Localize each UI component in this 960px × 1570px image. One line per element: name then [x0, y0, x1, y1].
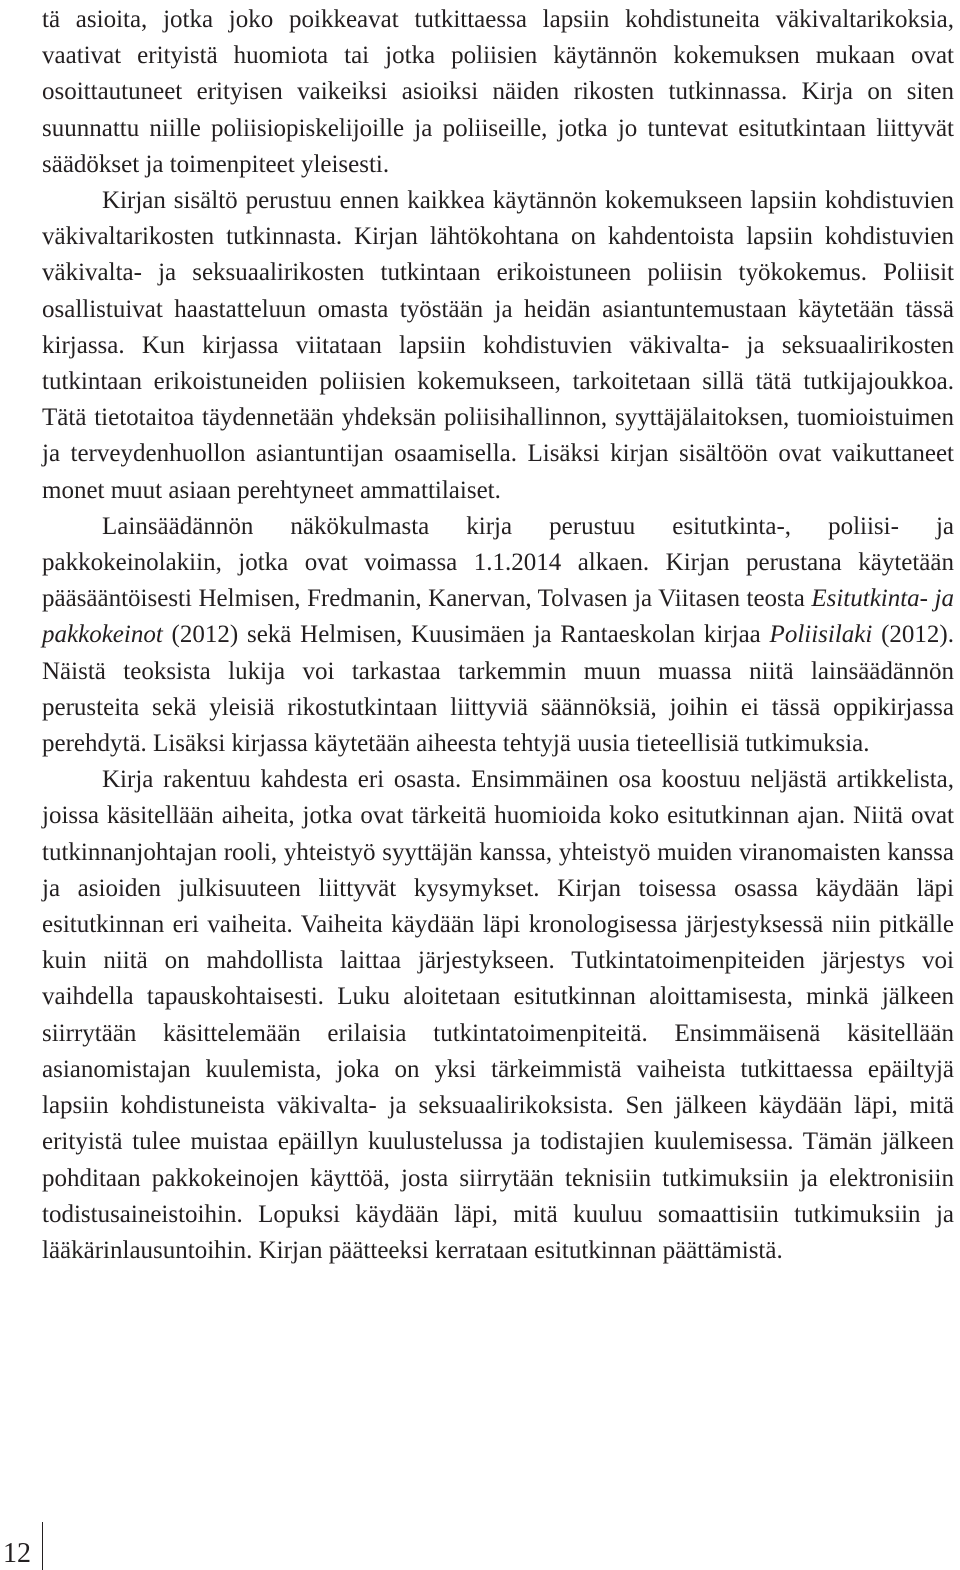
paragraph-3	[42, 509, 954, 762]
book-title-esitutkinta: Esitutkinta- ja pakkokeinot	[42, 585, 954, 649]
paragraph-3-text-b: (2012) sekä Helmisen, Kuusimäen ja Rantaeskolan kirjaa	[162, 621, 770, 649]
paragraph-2	[42, 183, 954, 509]
paragraph-3-text-c: (2012). Näistä teoksista lukija voi tarkastaa tarkemmin muun muassa niitä lainsäädännön perusteita sekä yleisiä rikostutkintaan liittyviä säännöksiä, joihin ei tässä oppikirjassa perehdytä. Lisäksi kirjassa käytetään aiheesta tehtyjä uusia tieteellisiä tutkimuksia.	[42, 621, 954, 758]
page-number: 12	[3, 1538, 31, 1569]
book-title-poliisilaki: Poliisilaki	[769, 621, 873, 649]
page-margin-rule	[42, 1522, 43, 1570]
paragraph-2-text: Kirjan sisältö perustuu ennen kaikkea käytännön kokemukseen lapsiin kohdistuvien väkivaltarikosten tutkinnasta. Kirjan lähtökohtana on kahdentoista lapsiin kohdistuvien väkivalta- ja seksuaalirikosten tutkintaan erikoistuneen poliisin työkokemus. Poliisit osallistuivat haastatteluun omasta työstään ja heidän asiantuntemustaan käytetään tässä kirjassa. Kun kirjassa viitataan lapsiin kohdistuvien väkivalta- ja seksuaalirikosten tutkintaan erikoistuneiden poliisien kokemukseen, tarkoitetaan sillä tätä tutkijajoukkoa. Tätä tietotaitoa täydennetään yhdeksän poliisihallinnon, syyttäjälaitoksen, tuomioistuimen ja terveydenhuollon asiantuntijan osaamisella. Lisäksi kirjan sisältöön ovat vaikuttaneet monet muut asiaan perehtyneet ammattilaiset.	[42, 187, 954, 504]
paragraph-3-text-a: Lainsäädännön näkökulmasta kirja perustuu esitutkinta-, poliisi- ja pakkokeinolakiin, jotka ovat voimassa 1.1.2014 alkaen. Kirjan perustana käytetään pääsääntöisesti Helmisen, Fredmanin, Kanervan, Tolvasen ja Viitasen teosta	[42, 512, 954, 613]
paragraph-4-text: Kirja rakentuu kahdesta eri osasta. Ensimmäinen osa koostuu neljästä artikkelista, joissa käsitellään aiheita, jotka ovat tärkeitä huomioida koko esitutkinnan ajan. Niitä ovat tutkinnanjohtajan rooli, yhteistyö syyttäjän kanssa, yhteistyö muiden viranomaisten kanssa ja asioiden julkisuuteen liittyvät kysymykset. Kirjan toisessa osassa käydään läpi esitutkinnan eri vaiheita. Vaiheita käydään läpi kronologisessa järjestyksessä niin pitkälle kuin niitä on mahdollista laittaa järjestykseen. Tutkintatoimenpiteiden järjestys voi vaihdella tapauskohtaisesti. Luku aloitetaan esitutkinnan aloittamisesta, minkä jälkeen siirrytään käsittelemään erilaisia tutkintatoimenpiteitä. Ensimmäisenä käsitellään asianomistajan kuulemista, joka on yksi tärkeimmistä vaiheista tutkittaessa epäiltyjä lapsiin kohdistuneista väkivalta- ja seksuaalirikoksista. Sen jälkeen käydään läpi, mitä erityistä tulee muistaa epäillyn kuulustelussa ja todistajien kuulemisessa. Tämän jälkeen pohditaan pakkokeinojen käyttöä, josta siirrytään teknisiin tutkimuksiin ja elektronisiin todistusaineistoihin. Lopuksi käydään läpi, mitä kuuluu somaattisiin tutkimuksiin ja lääkärinlausuntoihin. Kirjan päätteeksi kerrataan esitutkinnan päättämistä.	[42, 766, 954, 1264]
paragraph-1-text: tä asioita, jotka joko poikkeavat tutkittaessa lapsiin kohdistuneita väkivaltarikoksia, vaativat erityistä huomiota tai jotka poliisien käytännön kokemuksen mukaan ovat osoittautuneet erityisen vaikeiksi asioiksi näiden rikosten tutkinnassa. Kirja on siten suunnattu niille poliisiopiskelijoille ja poliiseille, jotka jo tuntevat esitutkintaan liittyvät säädökset ja toimenpiteet yleisesti.	[42, 6, 954, 178]
page-body	[42, 2, 954, 1269]
paragraph-1	[42, 2, 954, 183]
paragraph-4	[42, 762, 954, 1269]
